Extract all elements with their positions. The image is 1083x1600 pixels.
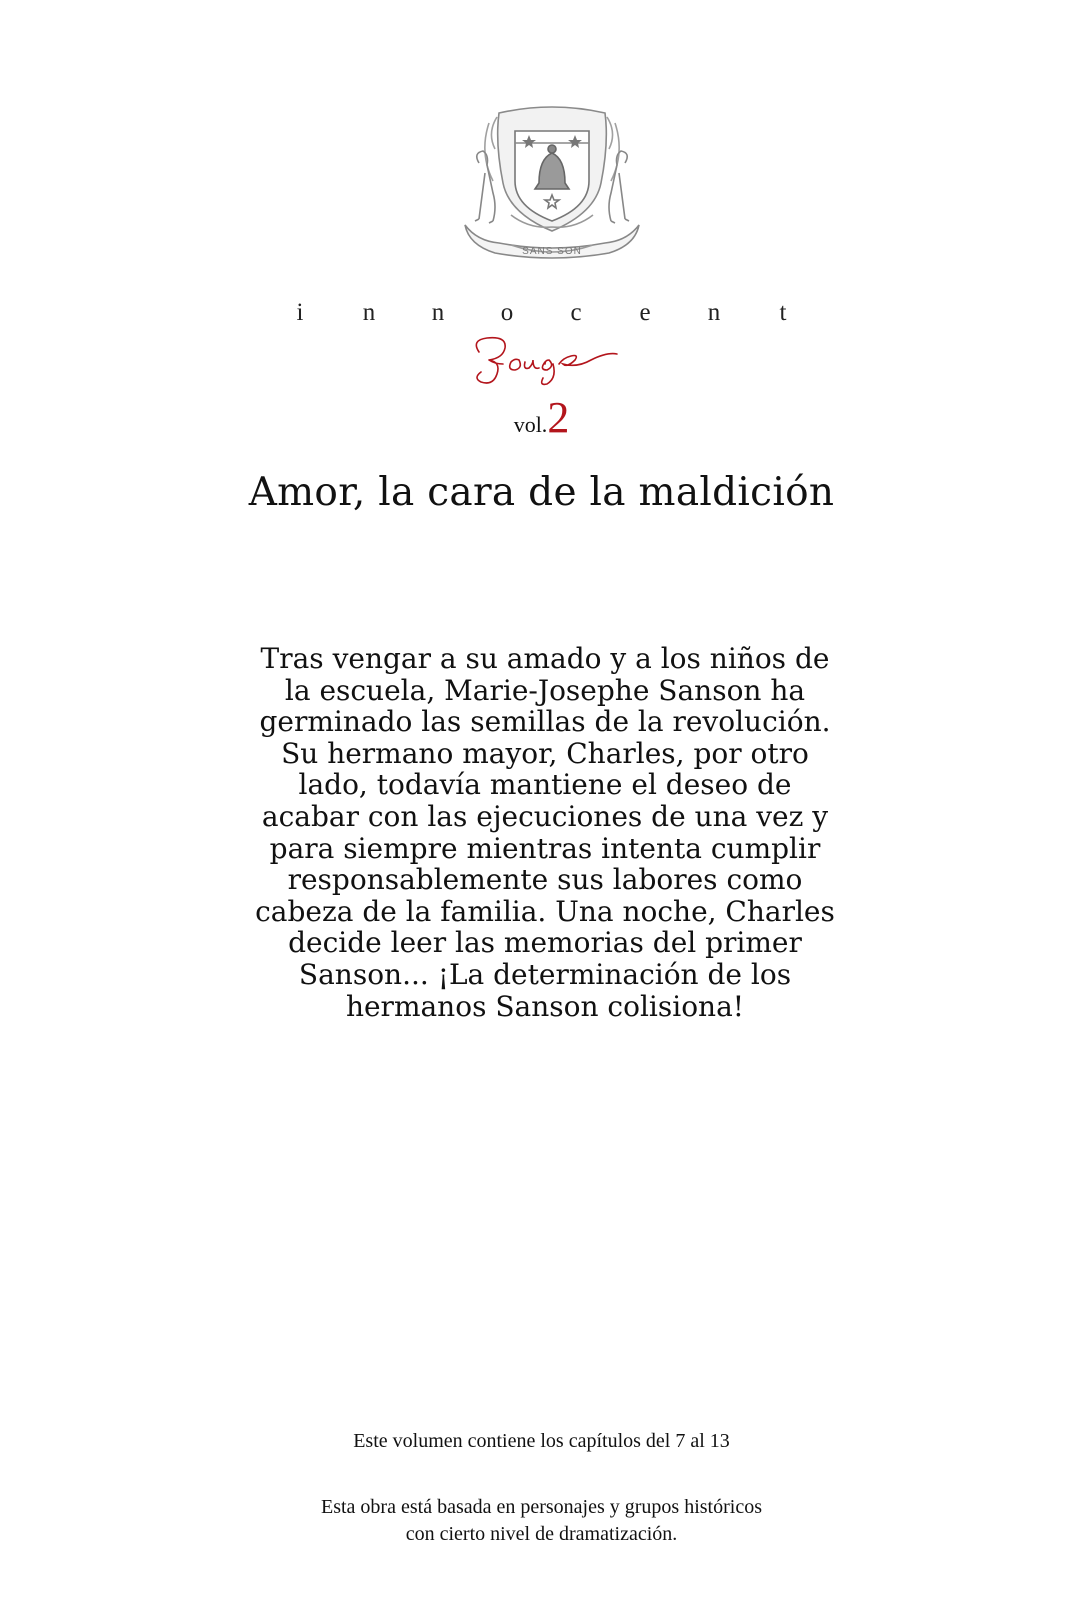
volume-indicator <box>0 392 1083 443</box>
series-letter: o <box>500 299 514 326</box>
series-letter: t <box>779 299 787 326</box>
rouge-word: Rouge <box>467 330 470 331</box>
synopsis-line: para siempre mientras intenta cumplir <box>269 831 821 865</box>
series-letter: c <box>570 299 582 326</box>
synopsis-line: germinado las semillas de la revolución. <box>259 705 831 739</box>
rouge-signature-icon <box>467 330 627 392</box>
series-letter: n <box>362 299 376 326</box>
series-letter: n <box>707 299 721 326</box>
series-title <box>0 299 1083 327</box>
synopsis-line: decide leer las memorias del primer <box>288 926 802 960</box>
synopsis-line: lado, todavía mantiene el deseo de <box>298 768 792 802</box>
volume-subtitle: Amor, la cara de la maldición <box>248 470 835 515</box>
synopsis-line: la escuela, Marie-Josephe Sanson ha <box>284 673 806 707</box>
synopsis-line: cabeza de la familia. Una noche, Charles <box>255 894 835 928</box>
disclaimer-line: Esta obra está basada en personajes y grupos históricos <box>321 1496 762 1518</box>
disclaimer-line: con cierto nivel de dramatización. <box>405 1523 678 1545</box>
synopsis-line: Sanson... ¡La determinación de los <box>298 957 792 991</box>
volume-number: 2 <box>547 393 570 442</box>
synopsis-paragraph <box>250 643 840 1022</box>
series-letter: e <box>639 299 651 326</box>
synopsis-line: Su hermano mayor, Charles, por otro <box>281 736 809 770</box>
synopsis-line: responsablemente sus labores como <box>287 863 803 897</box>
synopsis-line: Tras vengar a su amado y a los niños de <box>260 642 830 675</box>
chapters-note: Este volumen contiene los capítulos del 7 al 13 <box>353 1430 730 1452</box>
coat-of-arms-icon <box>459 103 645 273</box>
synopsis-line: hermanos Sanson colisiona! <box>345 989 745 1023</box>
series-letter: i <box>296 299 304 326</box>
synopsis-line: acabar con las ejecuciones de una vez y <box>261 799 829 833</box>
rouge-script-logo <box>467 330 627 392</box>
volume-label: vol. <box>513 412 548 437</box>
series-letter: n <box>431 299 445 326</box>
coat-of-arms-logo <box>459 103 645 273</box>
historical-disclaimer <box>0 1494 1083 1548</box>
crest-motto: SANS SON <box>522 246 582 257</box>
